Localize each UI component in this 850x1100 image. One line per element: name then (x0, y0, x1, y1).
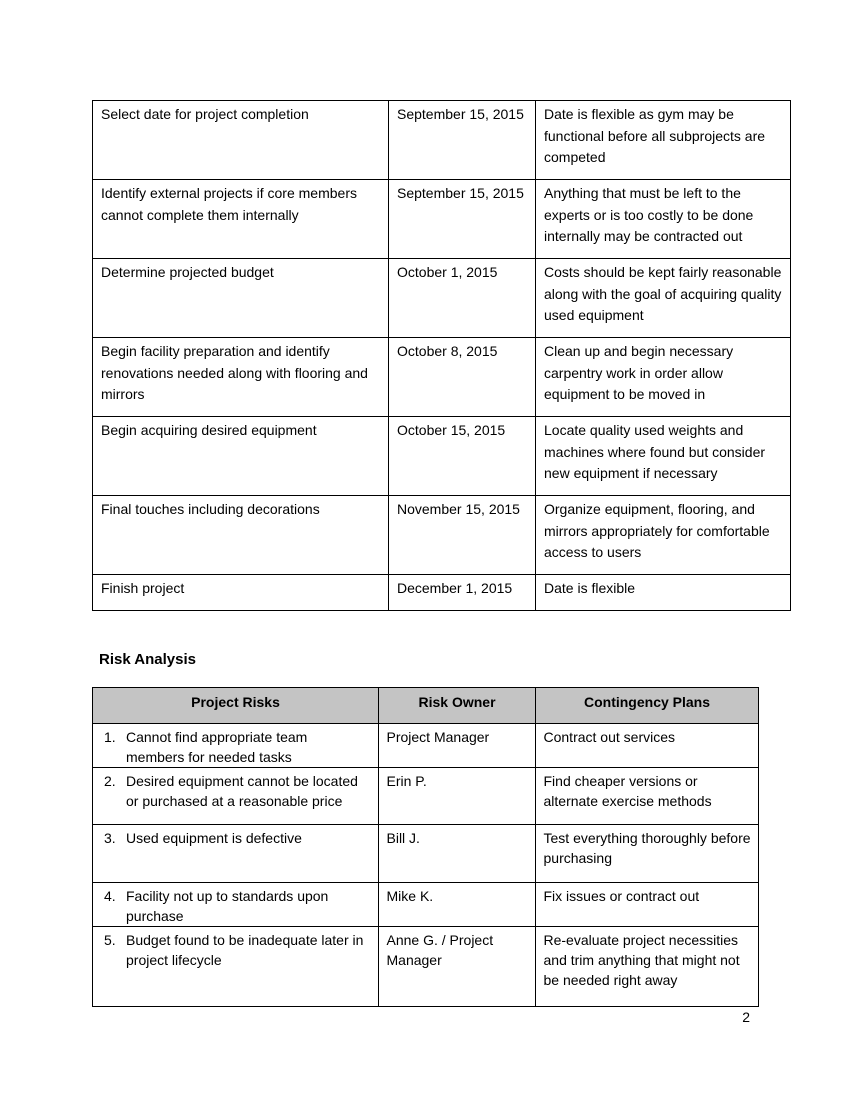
table-row (93, 724, 759, 768)
table-row (93, 101, 791, 180)
risk-number: 5. (104, 932, 116, 948)
risk-number: 2. (104, 773, 116, 789)
date-cell: October 15, 2015 (389, 417, 536, 496)
risk-description: Budget found to be inadequate later in project lifecycle (126, 932, 364, 968)
task-cell: Determine projected budget (93, 259, 389, 338)
risk-description: Used equipment is defective (126, 830, 302, 846)
risk-cell (93, 825, 379, 883)
contingency-cell: Fix issues or contract out (536, 883, 759, 927)
table-row (93, 496, 791, 575)
risk-number: 1. (104, 729, 116, 745)
column-header-project-risks: Project Risks (93, 688, 379, 724)
column-header-contingency-plans: Contingency Plans (536, 688, 759, 724)
table-row (93, 768, 759, 825)
contingency-cell: Test everything thoroughly before purchasing (536, 825, 759, 883)
contingency-cell: Re-evaluate project necessities and trim anything that might not be needed right away (536, 927, 759, 1007)
risk-number: 3. (104, 830, 116, 846)
date-cell: December 1, 2015 (389, 575, 536, 611)
risk-cell (93, 883, 379, 927)
table-row (93, 180, 791, 259)
risk-description: Desired equipment cannot be located or purchased at a reasonable price (126, 773, 358, 809)
date-cell: October 1, 2015 (389, 259, 536, 338)
task-cell: Final touches including decorations (93, 496, 389, 575)
risk-description: Facility not up to standards upon purchase (126, 888, 329, 924)
notes-cell: Date is flexible (536, 575, 791, 611)
date-cell: November 15, 2015 (389, 496, 536, 575)
notes-cell: Anything that must be left to the experts or is too costly to be done internally may be contracted out (536, 180, 791, 259)
task-cell: Select date for project completion (93, 101, 389, 180)
contingency-cell: Contract out services (536, 724, 759, 768)
notes-cell: Costs should be kept fairly reasonable along with the goal of acquiring quality used equipment (536, 259, 791, 338)
date-cell: October 8, 2015 (389, 338, 536, 417)
table-row (93, 883, 759, 927)
table-row (93, 259, 791, 338)
notes-cell: Clean up and begin necessary carpentry work in order allow equipment to be moved in (536, 338, 791, 417)
risk-cell (93, 768, 379, 825)
task-cell: Identify external projects if core members cannot complete them internally (93, 180, 389, 259)
risk-description: Cannot find appropriate team members for needed tasks (126, 729, 308, 765)
column-header-risk-owner: Risk Owner (379, 688, 536, 724)
table-row (93, 575, 791, 611)
notes-cell: Organize equipment, flooring, and mirrors appropriately for comfortable access to users (536, 496, 791, 575)
schedule-table (92, 100, 791, 611)
task-cell: Begin facility preparation and identify renovations needed along with flooring and mirrors (93, 338, 389, 417)
task-cell: Finish project (93, 575, 389, 611)
risk-analysis-heading: Risk Analysis (99, 651, 196, 668)
contingency-cell: Find cheaper versions or alternate exercise methods (536, 768, 759, 825)
risk-cell (93, 927, 379, 1007)
owner-cell: Project Manager (379, 724, 536, 768)
risk-analysis-table (92, 687, 759, 1007)
table-row (93, 927, 759, 1007)
table-header-row (93, 688, 759, 724)
notes-cell: Date is flexible as gym may be functional before all subprojects are competed (536, 101, 791, 180)
notes-cell: Locate quality used weights and machines where found but consider new equipment if necessary (536, 417, 791, 496)
owner-cell: Mike K. (379, 883, 536, 927)
task-cell: Begin acquiring desired equipment (93, 417, 389, 496)
date-cell: September 15, 2015 (389, 101, 536, 180)
risk-number: 4. (104, 888, 116, 904)
risk-cell (93, 724, 379, 768)
page-number: 2 (742, 1009, 750, 1025)
owner-cell: Anne G. / Project Manager (379, 927, 536, 1007)
owner-cell: Bill J. (379, 825, 536, 883)
table-row (93, 338, 791, 417)
owner-cell: Erin P. (379, 768, 536, 825)
table-row (93, 417, 791, 496)
date-cell: September 15, 2015 (389, 180, 536, 259)
table-row (93, 825, 759, 883)
